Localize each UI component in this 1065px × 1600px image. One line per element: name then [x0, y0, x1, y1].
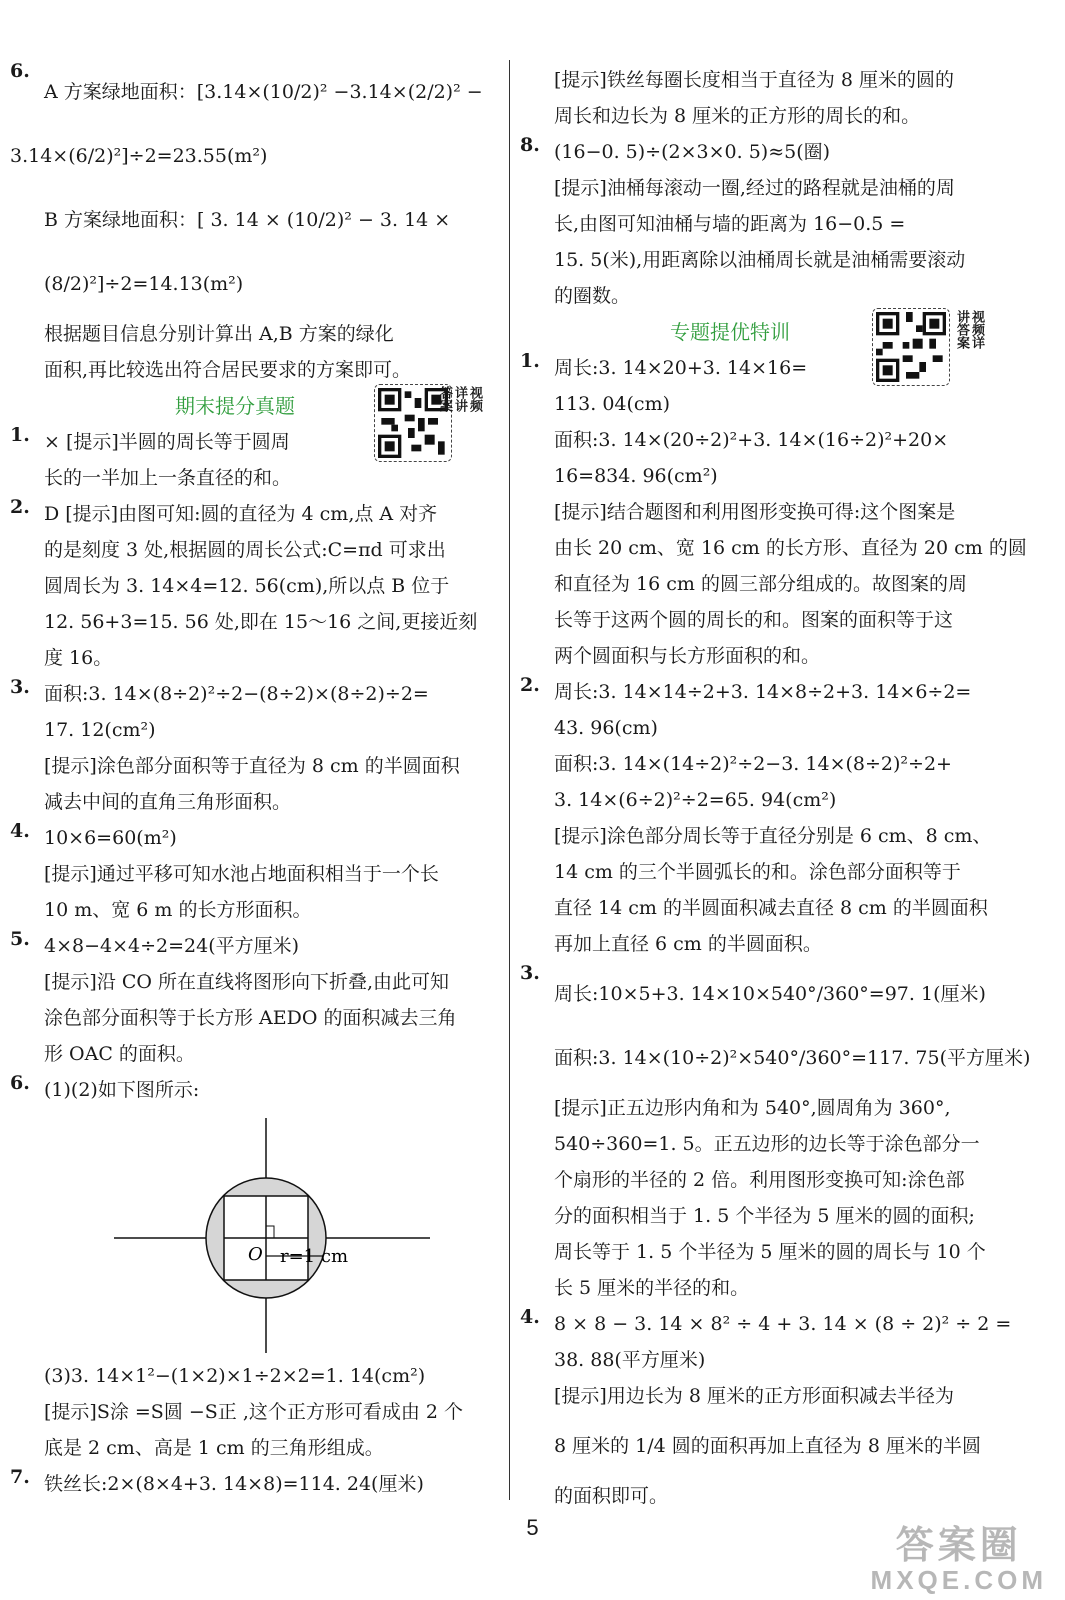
question-number: 2.: [10, 496, 30, 518]
hint-line: 再加上直径 6 cm 的半圆面积。: [554, 933, 822, 955]
question-3: [10, 676, 500, 820]
qr-caption: 视频详讲答案: [437, 386, 482, 412]
answer-line: 38. 88(平方厘米): [554, 1349, 706, 1371]
question-number: 1.: [10, 424, 30, 446]
question-number: 8.: [520, 134, 540, 156]
center-label: O: [248, 1244, 263, 1265]
question-4: [520, 1306, 1012, 1514]
solution-line: 3.14×(6/2)²]÷2=23.55(m²): [10, 145, 268, 167]
hint-line: [提示]正五边形内角和为 540°,圆周角为 360°,: [554, 1097, 951, 1119]
answer-line: (16−0. 5)÷(2×3×0. 5)≈5(圈): [554, 141, 831, 163]
circle-figure: [70, 1108, 450, 1358]
question-2: [10, 496, 500, 676]
hint-line: 根据题目信息分别计算出 A,B 方案的绿化: [44, 323, 394, 345]
watermark-url: MXQE.COM: [870, 1565, 1047, 1595]
solution-line: (8/2)²]÷2=14.13(m²): [44, 273, 244, 295]
answer-line: (3)3. 14×1²−(1×2)×1÷2×2=1. 14(cm²): [44, 1365, 426, 1387]
answer-line: 形 OAC 的面积。: [44, 1043, 195, 1065]
hint-line: 的面积即可。: [554, 1485, 669, 1507]
question-6-part3: [10, 1358, 500, 1466]
question-8: [520, 134, 1000, 314]
question-4: [10, 820, 500, 928]
hint-line: 和直径为 16 cm 的圆三部分组成的。故图案的周: [554, 573, 967, 595]
answer-line: 8 × 8 − 3. 14 × 8² ÷ 4 + 3. 14 × (8 ÷ 2)² ÷ 2 =: [554, 1313, 1012, 1335]
answer-line: 长的一半加上一条直径的和。: [44, 467, 292, 489]
hint-line: 15. 5(米),用距离除以油桶周长就是油桶需要滚动: [554, 249, 966, 271]
question-number: 4.: [10, 820, 30, 842]
hint-line: 个扇形的半径的 2 倍。利用图形变换可知:涂色部: [554, 1169, 965, 1191]
qr-caption: 视频详讲答案: [954, 310, 984, 349]
section-title: 期末提分真题: [175, 394, 295, 418]
watermark-text: 答案圈: [895, 1525, 1022, 1567]
question-number: 3.: [520, 962, 540, 984]
question-1: [10, 424, 500, 496]
question-5: [10, 928, 500, 1072]
hint-line: 14 cm 的三个半圆弧长的和。涂色部分面积等于: [554, 861, 961, 883]
watermark: [871, 1526, 1047, 1594]
answer-line: 面积:3. 14×(10÷2)²×540°/360°=117. 75(平方厘米): [554, 1047, 1031, 1069]
answer-line: 16=834. 96(cm²): [554, 465, 718, 487]
question-6-solution: [10, 60, 500, 388]
section-title: 专题提优特训: [670, 320, 790, 344]
hint-line: 分的面积相当于 1. 5 个半径为 5 厘米的圆的面积;: [554, 1205, 975, 1227]
answer-line: 涂色部分面积等于长方形 AEDO 的面积减去三角: [44, 1007, 457, 1029]
hint-line: 8 厘米的 1/4 圆的面积再加上直径为 8 厘米的半圆: [554, 1435, 981, 1457]
answer-line: 周长:3. 14×20+3. 14×16=: [554, 357, 808, 379]
answer-line: [提示]沿 CO 所在直线将图形向下折叠,由此可知: [44, 971, 450, 993]
answer-line: 的是刻度 3 处,根据圆的周长公式:C=πd 可求出: [44, 539, 446, 561]
answer-line: 3. 14×(6÷2)²÷2=65. 94(cm²): [554, 789, 837, 811]
hint-line: 面积,再比较选出符合居民要求的方案即可。: [44, 359, 412, 381]
answer-line: 周长:3. 14×14÷2+3. 14×8÷2+3. 14×6÷2=: [554, 681, 972, 703]
answer-line: 17. 12(cm²): [44, 719, 156, 741]
solution-line: A 方案绿地面积：[3.14×(10/2)² −3.14×(2/2)² −: [44, 81, 483, 103]
answer-line: 12. 56+3=15. 56 处,即在 15～16 之间,更接近刻: [44, 611, 478, 633]
answer-line: 周长:10×5+3. 14×10×540°/360°=97. 1(厘米): [554, 983, 986, 1005]
section-header: [520, 310, 1000, 350]
hint-line: 的圈数。: [554, 285, 631, 307]
question-1: [520, 350, 1027, 674]
question-number: 6.: [10, 60, 30, 82]
question-number: 3.: [10, 676, 30, 698]
answer-line: 圆周长为 3. 14×4=12. 56(cm),所以点 B 位于: [44, 575, 450, 597]
question-number: 1.: [520, 350, 540, 372]
left-column: [10, 60, 500, 1502]
hint-line: 长 5 厘米的半径的和。: [554, 1277, 750, 1299]
question-number: 6.: [10, 1072, 30, 1094]
answer-line: 面积:3. 14×(8÷2)²÷2−(8÷2)×(8÷2)÷2=: [44, 683, 429, 705]
answer-line: [提示]涂色部分面积等于直径为 8 cm 的半圆面积: [44, 755, 460, 777]
answer-line: 113. 04(cm): [554, 393, 671, 415]
hint-line: 直径 14 cm 的半圆面积减去直径 8 cm 的半圆面积: [554, 897, 988, 919]
answer-line: 铁丝长:2×(8×4+3. 14×8)=114. 24(厘米): [44, 1473, 424, 1495]
section-header: [10, 388, 500, 424]
hint-line: 540÷360=1. 5。正五边形的边长等于涂色部分一: [554, 1133, 980, 1155]
answer-line: 10 m、宽 6 m 的长方形面积。: [44, 899, 312, 921]
answer-line: [提示]通过平移可知水池占地面积相当于一个长: [44, 863, 439, 885]
answer-line: × [提示]半圆的周长等于圆周: [44, 431, 290, 453]
hint-line: 长等于这两个圆的周长的和。图案的面积等于这: [554, 609, 954, 631]
hint-line: [提示]涂色部分周长等于直径分别是 6 cm、8 cm、: [554, 825, 992, 847]
hint-line: [提示]油桶每滚动一圈,经过的路程就是油桶的周: [554, 177, 955, 199]
column-divider: [509, 60, 510, 1500]
answer-line: 43. 96(cm): [554, 717, 658, 739]
question-6: [10, 1072, 500, 1108]
hint-line: [提示]S涂 =S圆 −S正 ,这个正方形可看成由 2 个: [44, 1401, 464, 1423]
hint-line: [提示]铁丝每圈长度相当于直径为 8 厘米的圆的: [554, 69, 954, 91]
question-3: [520, 962, 1031, 1306]
question-2: [520, 674, 1000, 962]
question-7: [10, 1466, 500, 1502]
question-number: 2.: [520, 674, 540, 696]
page-number: 5: [526, 1515, 539, 1540]
question-number: 5.: [10, 928, 30, 950]
hint-line: [提示]用边长为 8 厘米的正方形面积减去半径为: [554, 1385, 954, 1407]
hint-line: 长,由图可知油桶与墙的距离为 16−0.5 =: [554, 213, 906, 235]
hint-line: 由长 20 cm、宽 16 cm 的长方形、直径为 20 cm 的圆: [554, 537, 1027, 559]
answer-line: 10×6=60(m²): [44, 827, 177, 849]
answer-line: 4×8−4×4÷2=24(平方厘米): [44, 935, 300, 957]
circle-diagram: [70, 1108, 450, 1358]
solution-line: B 方案绿地面积：[ 3. 14 × (10/2)² − 3. 14 ×: [44, 209, 451, 231]
question-number: 7.: [10, 1466, 30, 1488]
answer-line: D [提示]由图可知:圆的直径为 4 cm,点 A 对齐: [44, 503, 438, 525]
hint-line: 底是 2 cm、高是 1 cm 的三角形组成。: [44, 1437, 384, 1459]
answer-line: 度 16。: [44, 647, 113, 669]
right-column: [520, 62, 1031, 1514]
question-number: 4.: [520, 1306, 540, 1328]
hint-line: 周长和边长为 8 厘米的正方形的周长的和。: [554, 105, 921, 127]
answer-line: 面积:3. 14×(14÷2)²÷2−3. 14×(8÷2)²÷2+: [554, 753, 952, 775]
hint-line: 周长等于 1. 5 个半径为 5 厘米的圆的周长与 10 个: [554, 1241, 986, 1263]
radius-label: r=1 cm: [280, 1246, 349, 1267]
answer-line: (1)(2)如下图所示:: [44, 1079, 200, 1101]
answer-line: 减去中间的直角三角形面积。: [44, 791, 292, 813]
hint-line: 两个圆面积与长方形面积的和。: [554, 645, 821, 667]
question-7-hint: [520, 62, 1000, 134]
hint-line: [提示]结合题图和利用图形变换可得:这个图案是: [554, 501, 956, 523]
answer-line: 面积:3. 14×(20÷2)²+3. 14×(16÷2)²+20×: [554, 429, 949, 451]
